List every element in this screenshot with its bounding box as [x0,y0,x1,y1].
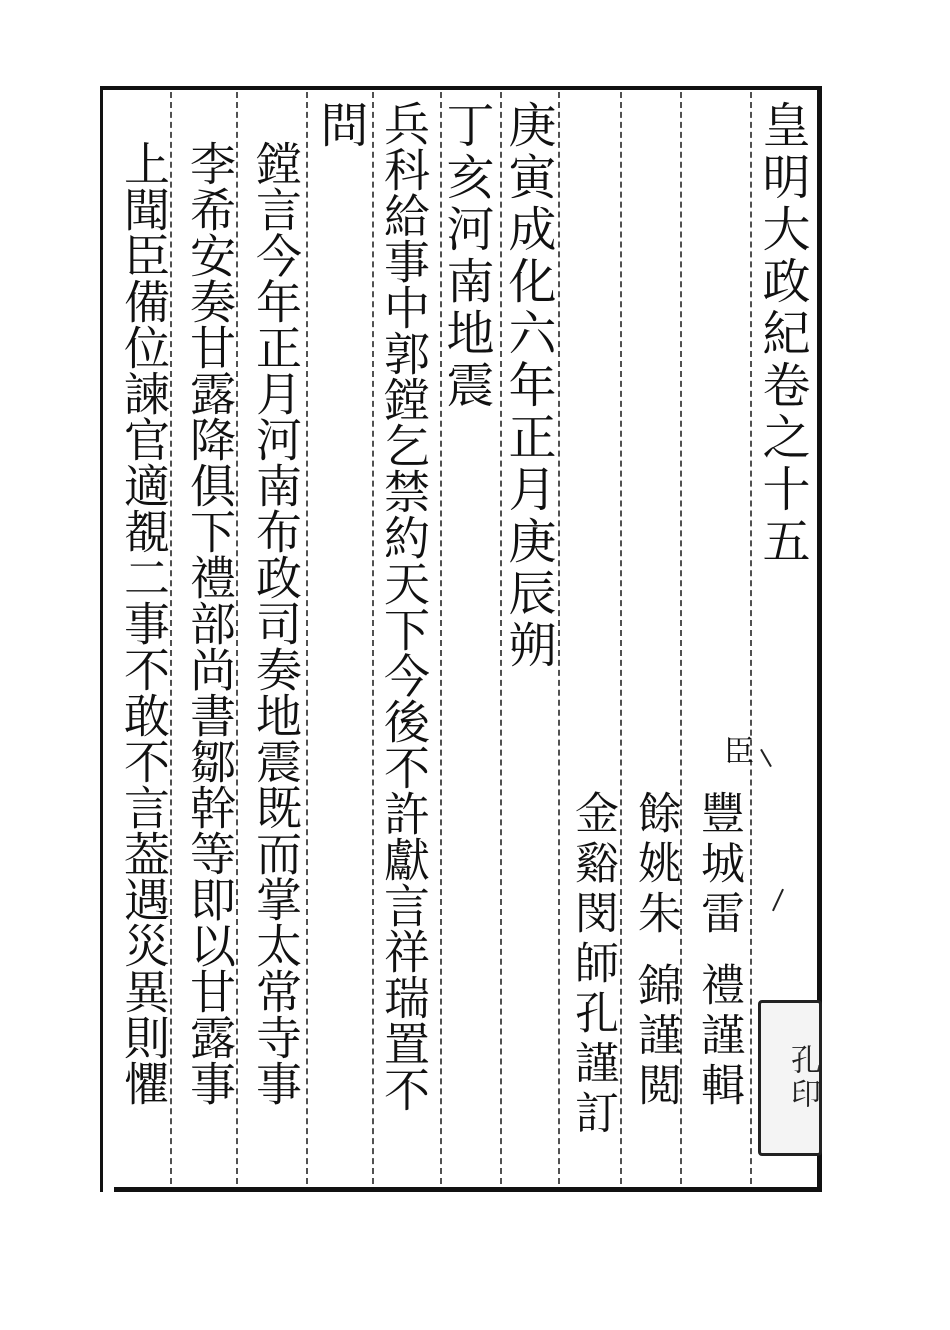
column-divider [306,92,309,1184]
text-column-4: 問 [312,100,368,152]
credit-prefix: 臣 [718,735,753,771]
top-border [100,86,822,90]
text-column-6: 李希安奏甘露降俱下禮部尚書鄒幹等即以甘露事 [183,140,237,1106]
text-column-7: 上聞臣備位諫官適覩二事不敢不言葢遇災異則懼 [117,140,171,1106]
compiler-action: 禮謹輯 [693,962,744,1112]
text-column-5: 鏜言今年正月河南布政司奏地震既而掌太常寺事 [249,140,303,1106]
text-column-3: 兵科給事中郭鏜乞禁約天下今後不許獻言祥瑞置不 [377,100,431,1112]
book-title: 皇明大政紀卷之十五 [754,100,810,568]
editor-credit: 金谿閔師孔謹訂 [567,790,618,1140]
reviewer-name: 餘姚朱 [630,790,681,940]
reviewer-action: 錦謹閲 [630,962,681,1112]
text-column-1: 庚寅成化六年正月庚辰朔 [500,100,556,672]
seal-text: 孔印 [785,1044,820,1112]
left-border [100,86,103,1192]
seal-stamp [758,1000,822,1156]
bottom-border [114,1187,822,1192]
column-divider [558,92,561,1184]
compiler-name: 豐城雷 [693,790,744,940]
text-column-2: 丁亥河南地震 [438,100,494,412]
